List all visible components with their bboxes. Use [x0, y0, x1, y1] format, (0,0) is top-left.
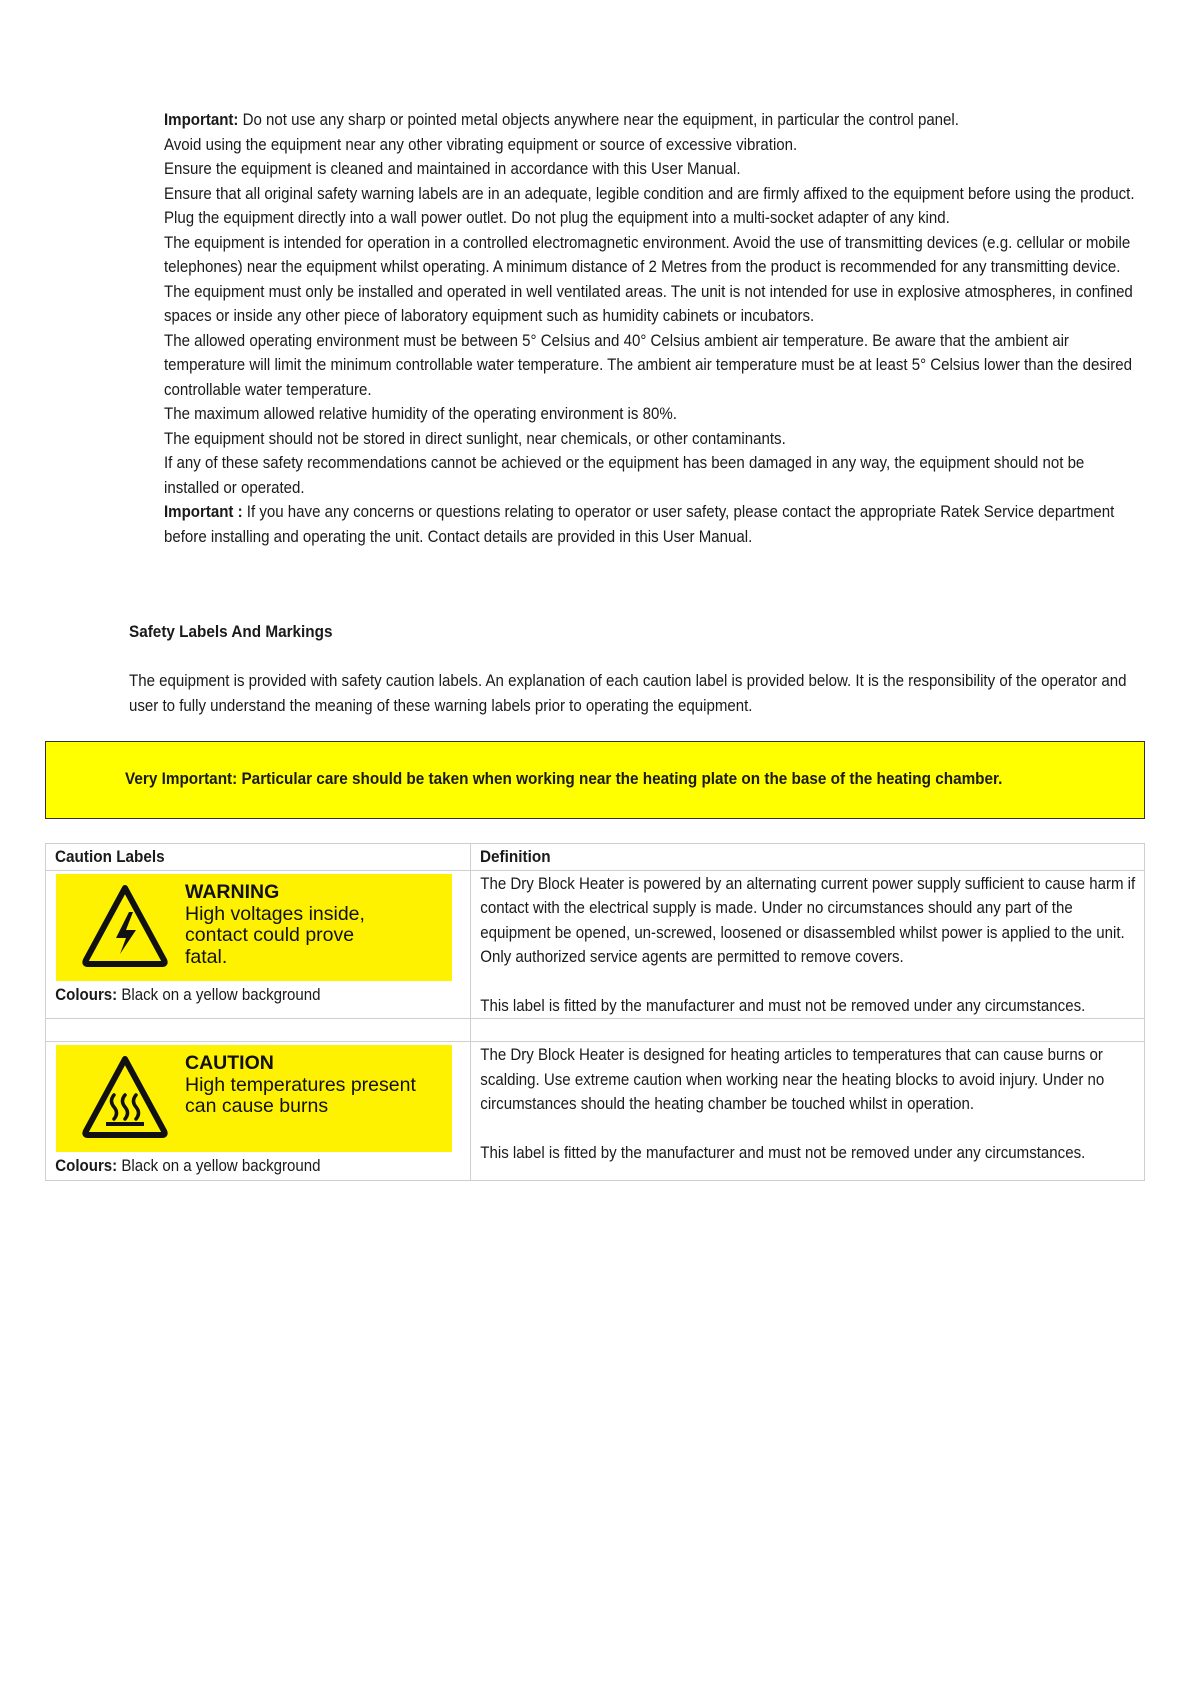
column-header-definition: Definition — [471, 844, 1145, 871]
safety-paragraph: The maximum allowed relative humidity of the operating environment is 80%. — [164, 405, 677, 423]
safety-paragraph: Important : If you have any concerns or questions relating to operator or user safety, please contact the appropriate Ratek Service department before installing and operating the unit. Contact details are provided in this User Manual. — [164, 503, 1115, 546]
high-voltage-icon — [80, 882, 170, 972]
definition-note: This label is fitted by the manufacturer and must not be removed under any circumstances. — [480, 1144, 1086, 1163]
definition-text: The Dry Block Heater is designed for heating articles to temperatures that can cause burns or scalding. Use extreme caution when working near the heating blocks to avoid injury. Under no circumstances should the heating chamber be touched whilst in operation. — [480, 1046, 1105, 1114]
safety-paragraph: Avoid using the equipment near any other vibrating equipment or source of excessive vibration. — [164, 135, 798, 154]
label-title: CAUTION — [185, 1052, 274, 1075]
label-title: WARNING — [185, 881, 280, 903]
definition-cell — [471, 1042, 1145, 1181]
warning-label-image — [56, 874, 452, 981]
label-cell — [46, 1042, 471, 1181]
column-header-caution-labels: Caution Labels — [46, 844, 471, 871]
intro-paragraph: The equipment is provided with safety caution labels. An explanation of each caution label is provided below. It is the responsibility of the operator and user to fully understand the meaning of these warning labels prior to operating the equipment. — [129, 672, 1127, 715]
label-line: can cause burns — [185, 1095, 329, 1118]
caution-label-image — [56, 1045, 452, 1152]
safety-paragraph: Plug the equipment directly into a wall power outlet. Do not plug the equipment into a multi-socket adapter of any kind. — [164, 209, 950, 227]
table-row — [46, 1042, 1145, 1181]
important-alert-box — [45, 741, 1145, 819]
hot-surface-icon — [80, 1053, 170, 1143]
label-line: High voltages inside, — [185, 902, 365, 925]
label-line: fatal. — [185, 945, 228, 968]
table-header-row — [46, 844, 1145, 871]
alert-text: Very Important: Particular care should be taken when working near the heating plate on the base of the heating chamber. — [125, 769, 1003, 788]
safety-paragraph: The equipment is intended for operation in a controlled electromagnetic environment. Avoid the use of transmitting devices (e.g. cellular or mobile telephones) near the equipment whilst operating. A minimum distance of 2 Metres from the product is recommended for any transmitting device. — [164, 233, 1131, 276]
colours-note: Colours: Black on a yellow background — [55, 1157, 321, 1176]
safety-recommendations — [164, 108, 1139, 549]
label-line: High temperatures present — [185, 1073, 416, 1096]
section-heading: Safety Labels And Markings — [129, 622, 333, 641]
label-line: contact could prove — [185, 924, 355, 946]
definition-text: The Dry Block Heater is powered by an alternating current power supply sufficient to cause harm if contact with the electrical supply is made. Under no circumstances should any part of the equipment be opened, un-screwed, loosened or disassembled whilst power is applied to the unit. Only authorized service agents are permitted to remove covers. — [480, 875, 1136, 966]
safety-paragraph: If any of these safety recommendations cannot be achieved or the equipment has been damaged in any way, the equipment should not be installed or operated. — [164, 454, 1085, 497]
definition-cell — [471, 871, 1145, 1019]
safety-paragraph: The equipment must only be installed and operated in well ventilated areas. The unit is not intended for use in explosive atmospheres, in confined spaces or inside any other piece of laboratory equipment such as humidity cabinets or incubators. — [164, 282, 1133, 325]
table-row — [46, 871, 1145, 1019]
safety-paragraph: Ensure the equipment is cleaned and maintained in accordance with this User Manual. — [164, 160, 741, 178]
table-spacer-row — [46, 1019, 1145, 1042]
caution-labels-table — [45, 843, 1145, 1181]
label-cell — [46, 871, 471, 1019]
safety-paragraph: Ensure that all original safety warning labels are in an adequate, legible condition and are firmly affixed to the equipment before using the product. — [164, 184, 1135, 203]
definition-note: This label is fitted by the manufacturer and must not be removed under any circumstances. — [480, 997, 1086, 1016]
safety-paragraph: The allowed operating environment must be between 5° Celsius and 40° Celsius ambient air temperature. Be aware that the ambient air temperature will limit the minimum controllable water temperature. The ambient air temperature must be at least 5° Celsius lower than the desired controllable water temperature. — [164, 331, 1132, 399]
colours-note: Colours: Black on a yellow background — [55, 986, 321, 1004]
safety-paragraph: Important: Do not use any sharp or pointed metal objects anywhere near the equipment, in particular the control panel. — [164, 111, 959, 129]
safety-paragraph: The equipment should not be stored in direct sunlight, near chemicals, or other contaminants. — [164, 429, 786, 448]
